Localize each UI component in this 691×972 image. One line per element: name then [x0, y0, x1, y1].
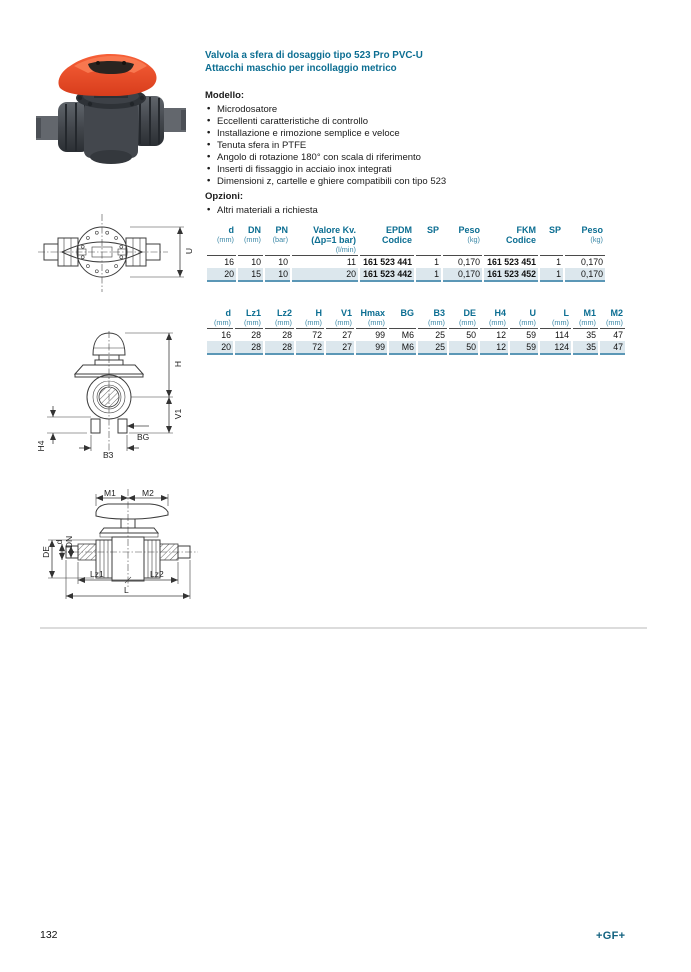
column-header: Hmax (mm) [355, 307, 388, 329]
table-row [206, 256, 605, 269]
table-cell: 59 [509, 341, 539, 354]
column-header: EPDM Codice [359, 224, 415, 256]
table-cell: 11 [291, 256, 359, 269]
table-cell: 20 [206, 341, 234, 354]
table-cell: 25 [417, 341, 448, 354]
dim-label-m1: M1 [104, 488, 116, 498]
table-cell: M6 [388, 341, 417, 354]
dim-label-lz1: Lz1 [90, 569, 104, 579]
gf-logo: +GF+ [596, 930, 626, 942]
table-cell: 50 [448, 341, 479, 354]
table-cell: 99 [355, 329, 388, 342]
table-cell: 16 [206, 256, 237, 269]
column-header: FKM Codice [483, 224, 539, 256]
table-row [206, 329, 625, 342]
dim-label-bg: BG [137, 432, 150, 442]
dim-label-m2: M2 [142, 488, 154, 498]
table-cell: 27 [325, 329, 355, 342]
drawing-front-view [33, 330, 201, 465]
bullet-item: • Eccellenti caratteristiche di controllo [205, 116, 655, 128]
column-header: d (mm) [206, 224, 237, 256]
modello-label: Modello: [205, 90, 245, 101]
product-photo [36, 46, 186, 175]
table-cell: 72 [295, 341, 325, 354]
bullet-item: • Angolo di rotazione 180° con scala di riferimento [205, 152, 655, 164]
table-cell: 161 523 441 [359, 256, 415, 269]
dim-label-h4: H4 [36, 440, 46, 452]
table-cell: 28 [234, 341, 264, 354]
column-header: H4 (mm) [479, 307, 509, 329]
column-header: Lz2 (mm) [264, 307, 295, 329]
table-cell: 12 [479, 341, 509, 354]
valve-body [84, 102, 138, 158]
table-cell: 10 [237, 256, 264, 269]
table-cell: 16 [206, 329, 234, 342]
modello-list [205, 104, 655, 188]
dim-label-b3: B3 [103, 450, 114, 460]
ball-valve-photo [36, 46, 186, 170]
column-header: BG [388, 307, 417, 329]
table-cell: M6 [388, 329, 417, 342]
dimensions-table [205, 307, 625, 355]
bullet-item: • Altri materiali a richiesta [205, 205, 655, 217]
table-cell: 1 [415, 256, 442, 269]
column-header: SP [415, 224, 442, 256]
title-line-1: Valvola a sfera di dosaggio tipo 523 Pro PVC-U [205, 50, 423, 61]
table-row [206, 268, 605, 281]
table-cell: 47 [599, 341, 625, 354]
table-cell: 25 [417, 329, 448, 342]
table-cell: 1 [415, 268, 442, 281]
dim-label-v1: V1 [173, 408, 183, 420]
table-cell: 20 [291, 268, 359, 281]
dim-label-de: DE [41, 546, 51, 558]
table-cell: 50 [448, 329, 479, 342]
column-header: d (mm) [206, 307, 234, 329]
column-header: B3 (mm) [417, 307, 448, 329]
column-header: SP [539, 224, 564, 256]
table-cell: 15 [237, 268, 264, 281]
dim-label-l: L [124, 585, 129, 595]
dim-label-lz2: Lz2 [150, 569, 164, 579]
table-cell: 28 [264, 341, 295, 354]
column-header: Valore Kv. (Δp=1 bar) (l/min) [291, 224, 359, 256]
column-header: H (mm) [295, 307, 325, 329]
table-cell: 59 [509, 329, 539, 342]
table-cell: 161 523 451 [483, 256, 539, 269]
column-header: L (mm) [539, 307, 572, 329]
table-cell: 72 [295, 329, 325, 342]
table-cell: 35 [572, 341, 599, 354]
opzioni-list [205, 205, 655, 217]
table-cell: 114 [539, 329, 572, 342]
table-cell: 0,170 [564, 268, 605, 281]
table-cell: 28 [264, 329, 295, 342]
column-header: M1 (mm) [572, 307, 599, 329]
bullet-item: • Installazione e rimozione semplice e veloce [205, 128, 655, 140]
column-header: V1 (mm) [325, 307, 355, 329]
table-cell: 0,170 [442, 256, 483, 269]
table-cell: 27 [325, 341, 355, 354]
drawing-side-view [38, 488, 200, 611]
table-cell: 10 [264, 268, 291, 281]
column-header: DN (mm) [237, 224, 264, 256]
opzioni-label: Opzioni: [205, 191, 243, 202]
bullet-item: • Tenuta sfera in PTFE [205, 140, 655, 152]
table-cell: 10 [264, 256, 291, 269]
table-cell: 12 [479, 329, 509, 342]
title-line-2: Attacchi maschio per incollaggio metrico [205, 63, 397, 74]
bullet-item: • Microdosatore [205, 104, 655, 116]
table-cell: 99 [355, 341, 388, 354]
page-title [205, 49, 423, 75]
column-header: Peso (kg) [442, 224, 483, 256]
column-header: U (mm) [509, 307, 539, 329]
table-cell: 0,170 [442, 268, 483, 281]
column-header: DE (mm) [448, 307, 479, 329]
table-cell: 28 [234, 329, 264, 342]
column-header: PN (bar) [264, 224, 291, 256]
dim-label-dn: DN [64, 535, 74, 549]
table-cell: 1 [539, 256, 564, 269]
table-cell: 161 523 442 [359, 268, 415, 281]
table-cell: 20 [206, 268, 237, 281]
page-number: 132 [40, 929, 58, 941]
spec-block [205, 90, 655, 220]
table-cell: 124 [539, 341, 572, 354]
bullet-item: • Inserti di fissaggio in acciaio inox integrati [205, 164, 655, 176]
column-header: M2 (mm) [599, 307, 625, 329]
column-header: Lz1 (mm) [234, 307, 264, 329]
footer-divider [40, 627, 647, 629]
bullet-item: • Dimensioni z, cartelle e ghiere compatibili con tipo 523 [205, 176, 655, 188]
column-header: Peso (kg) [564, 224, 605, 256]
table-cell: 35 [572, 329, 599, 342]
drawing-top-view [38, 212, 193, 301]
table-cell: 161 523 452 [483, 268, 539, 281]
table-row [206, 341, 625, 354]
order-data-table [205, 224, 605, 282]
table-cell: 1 [539, 268, 564, 281]
table-cell: 47 [599, 329, 625, 342]
table-cell: 0,170 [564, 256, 605, 269]
dim-label-h: H [173, 360, 183, 368]
dim-label-d: d [54, 539, 64, 545]
dim-label-u: U [184, 247, 193, 255]
